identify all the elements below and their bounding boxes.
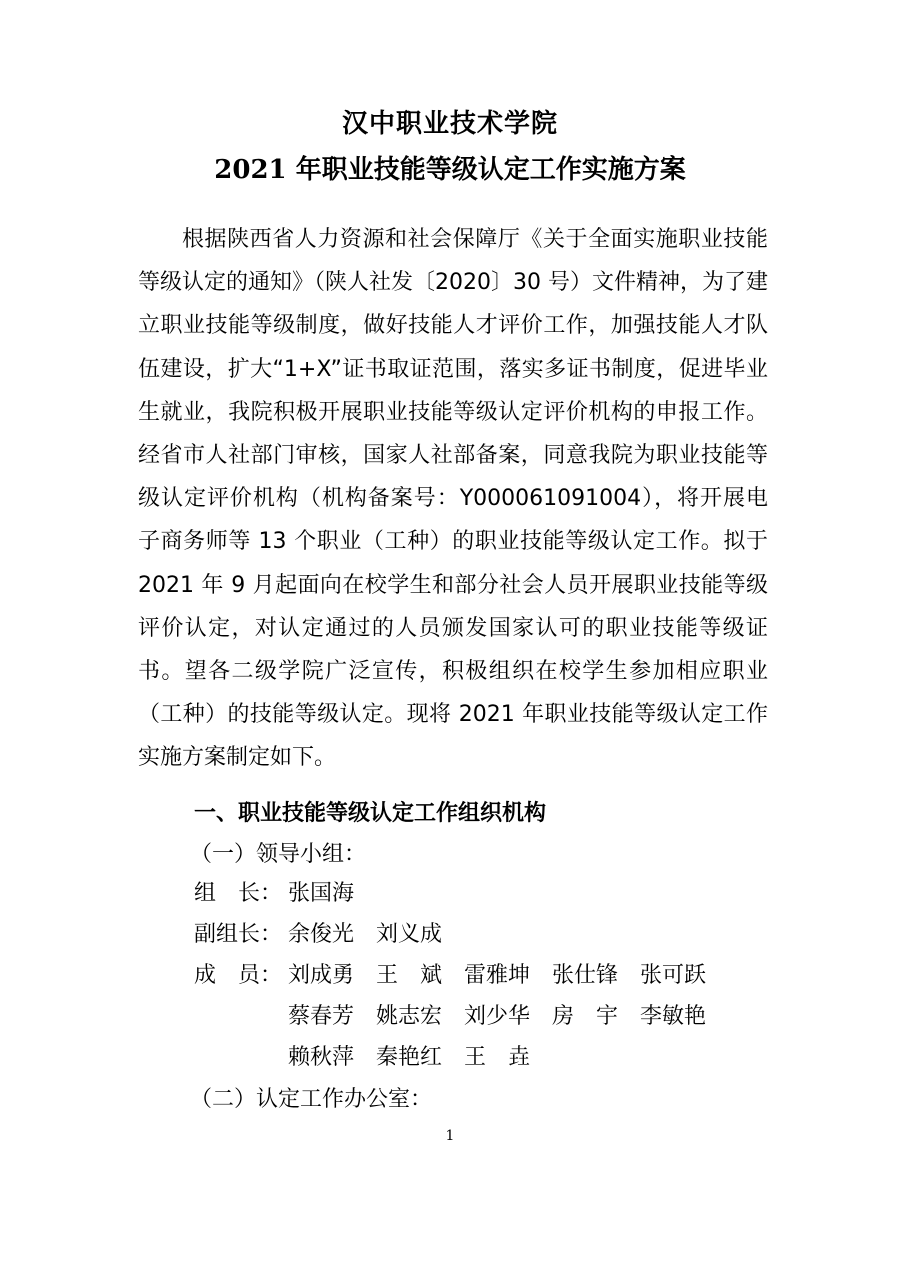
leader-names: 张国海 bbox=[288, 881, 355, 906]
members-row bbox=[194, 956, 706, 996]
section-heading: 一、职业技能等级认定工作组织机构 bbox=[194, 801, 547, 826]
document-subtitle: 2021 年职业技能等级认定工作实施方案 bbox=[214, 155, 686, 185]
deputy-names: 余俊光 刘义成 bbox=[288, 922, 443, 947]
intro-paragraph-block bbox=[138, 218, 768, 780]
page-number: 1 bbox=[445, 1128, 455, 1144]
deputy-label: 副组长： bbox=[194, 922, 283, 947]
members-names-line1: 刘成勇 王 斌 雷雅坤 张仕锋 张可跃 bbox=[288, 963, 707, 988]
deputy-row bbox=[194, 915, 442, 955]
members-names-line3: 赖秋萍 秦艳红 王 垚 bbox=[288, 1045, 531, 1070]
subsection-heading-leadership: （一）领导小组： bbox=[190, 842, 367, 867]
document-title: 汉中职业技术学院 bbox=[341, 109, 558, 139]
leader-label: 组 长： bbox=[194, 881, 283, 906]
intro-paragraph: 根据陕西省人力资源和社会保障厅《关于全面实施职业技能等级认定的通知》（陕人社发〔2020〕30 号）文件精神，为了建立职业技能等级制度，做好技能人才评价工作，加强技能人才队伍建设，扩大“1+X”证书取证范围，落实多证书制度，促进毕业生就业，我院积极开展职业技能等级认定评价机构的申报工作。经省市人社部门审核，国家人社部备案，同意我院为职业技能等级认定评价机构（机构备案号：Y000061091004），将开展电子商务师等 13 个职业（工种）的职业技能等级认定工作。拟于 2021 年 9 月起面向在校学生和部分社会人员开展职业技能等级评价认定，对认定通过的人员颁发国家认可的职业技能等级证书。望各二级学院广泛宣传，积极组织在校学生参加相应职业（工种）的技能等级认定。现将 2021 年职业技能等级认定工作实施方案制定如下。 bbox=[138, 227, 768, 771]
leader-row bbox=[194, 874, 354, 914]
subsection-heading-office: （二）认定工作办公室： bbox=[190, 1087, 433, 1112]
members-label: 成 员： bbox=[194, 963, 283, 988]
members-names-line2: 蔡春芳 姚志宏 刘少华 房 宇 李敏艳 bbox=[288, 1004, 707, 1029]
